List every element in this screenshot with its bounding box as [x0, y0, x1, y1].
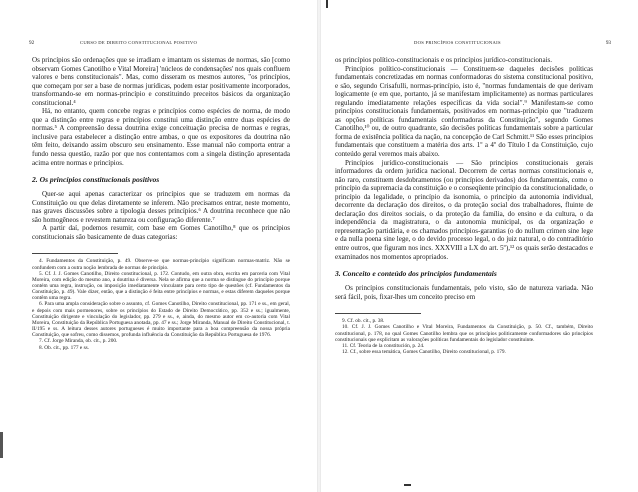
body-paragraph: os princípios político-constitucionais e os princípios jurídico-constitucionais. [335, 56, 553, 64]
footnote: 12. Cf., sobre essa temática, Gomes Canotilho, Direito constitucional, p. 179. [342, 349, 506, 355]
right-text-column [335, 56, 593, 355]
left-text-column [32, 56, 290, 351]
section-heading: 2. Os princípios constitucionais positivos [32, 175, 160, 185]
footnote-rule [32, 253, 118, 254]
footnote: 4. Fundamentos da Constituição, p. 49. Observe-se que normas-princípio significam normas-matriz. Não se confundem com a outra noção lembrada de normas de princípio. [32, 258, 290, 271]
footnote: 8. Ob. cit., pp. 177 e ss. [39, 344, 90, 351]
footnote: 7. Cf. Jorge Miranda, ob. cit., p. 200. [39, 338, 118, 345]
body-paragraph: Os princípios constitucionais fundamentais, pelo visto, são de natureza variada. Não será fácil, pois, fixar-lhes um conceito preciso em [335, 284, 593, 301]
footnote: 9. Cf. ob. cit., p. 38. [342, 318, 385, 325]
body-paragraph: Princípios político-constitucionais — Constituem-se daqueles decisões políticas fundamentais concretizadas em normas conformadoras do sistema constitucional positivo, e são, segundo Crisafulli, normas-princípio, isto é, "normas fundamentais de que derivam logicamente (e em que, portanto, já se manifestam implicitamente) as normas particulares regulando imediatamente relações específicas da vida social".⁹ Manifestam-se como princípios constitucionais fundamentais, positivados em normas-princípio que "traduzem as opções políticas fundamentais conformadoras da Constituição", segundo Gomes Canotilho,¹⁰ ou, de outro quadrante, são decisões políticas fundamentais sobre a particular forma de existência política da nação, na concepção de Carl Schmitt.¹¹ São esses princípios fundamentais que constituem a matéria dos arts. 1º a 4º do Título I da Constituição, cujo conteúdo geral veremos mais abaixo. [335, 64, 593, 159]
footnote: 11. Cf. Teoria de la constitución, p. 24. [342, 342, 425, 349]
body-paragraph: Os princípios são ordenações que se irradiam e imantam os sistemas de normas, são [como observam Gomes Canotilho e Vital Moreira] 'núcleos de condensações' nos quais confluem valores e bens constitucionais". Mas, como disseram os mesmos autores, "os princípios, que começam por ser a base de normas jurídicas, podem estar positivamente incorporados, transformando-se em normas-princípio e constituindo preceitos básicos da organização constitucional.⁴ [32, 56, 290, 107]
body-paragraph: A partir daí, podemos resumir, com base em Gomes Canotilho,⁸ que os princípios constitucionais são basicamente de duas categorias: [32, 224, 290, 241]
right-page [319, 0, 638, 492]
page-number: 92 [29, 40, 35, 46]
body-paragraph: Há, no entanto, quem concebe regras e princípios como espécies de norma, de modo que a distinção entre regras e princípios constitui uma distinção entre duas espécies de normas.⁵ A compreensão dessa doutrina exige conceituação precisa de normas e regras, inclusive para estabelecer a distinção entre ambas, o que os expositores da doutrina não têm feito, deixando assim obscuro seu ensinamento. Esse manual não comporta entrar a fundo nessa questão, razão por que nos contentamos com a singela distinção apresentada acima entre normas e princípios. [32, 107, 290, 167]
body-paragraph: Princípios jurídico-constitucionais — São princípios constitucionais gerais informadores da ordem jurídica nacional. Decorrem de certas normas constitucionais e, não raro, constituem desdobramentos (ou princípios derivados) dos fundamentais, como o princípio da supremacia da constituição e o conseqüente princípio da constitucionalidade, o princípio da legalidade, o princípio da isonomia, o princípio da autonomia individual, decorrente da declaração dos direitos, o da proteção social dos trabalhadores, fluinte de declaração dos direitos sociais, o da proteção da família, do ensino e da cultura, o da independência da magistratura, o da autonomia municipal, os da organização e representação partidária, e os chamados princípios-garantias (o do nullum crimen sine lege e da nulla poena sine lege, o do devido processo legal, o do juiz natural, o do contraditório entre outros, que figuram nos incs. XXXVIII a LX do art. 5º),¹² os quais serão destacados e examinados nos momentos apropriados. [335, 158, 593, 261]
body-paragraph: Quer-se aqui apenas caracterizar os princípios que se traduzem em normas da Constituição ou que delas diretamente se inferem. Não precisamos entrar, neste momento, nas graves discussões sobre a tipologia desses princípios.⁶ A doutrina reconhece que não são homogêneos e revestem natureza ou configuração diferente.⁷ [32, 190, 290, 224]
footnote: 6. Para uma ampla consideração sobre o assunto, cf. Gomes Canotilho, Direito constitucional, pp. 171 e ss., em geral, e depois com mais pormenores, sobre os princípios do Estado de Direito Democrático, pp. 352 e ss.; igualmente, Constituição dirigente e vinculação do legislador, pp. 279 e ss., e, ainda, do mesmo autor em co-autoria com Vital Moreira, Constituição da República Portuguesa anotada, pp. 47 e ss.; Jorge Miranda, Manual de Direito Constitucional, t. II/195 e ss. A leitura desses autores portugueses é muito importante para a boa compreensão da nossa própria Constituição, que sofreu, como dissemos, profunda influência da Constituição da República Portuguesa de 1976. [32, 301, 290, 339]
running-head: DOS PRINCÍPIOS CONSTITUCIONAIS [414, 40, 501, 45]
footnote: 10. Cf. J. J. Gomes Canotilho e Vital Moreira, Fundamentos da Constituição, p. 50. Cf., também, Direito constitucional, p. 178, no qual Gomes Canotilho lembra que os princípios politicamente conformadores são princípios constitucionais que explicitam as valorações políticas fundamentais do legislador constituinte. [335, 324, 593, 343]
footnote-rule [335, 313, 421, 314]
running-head: CURSO DE DIREITO CONSTITUCIONAL POSITIVO [80, 40, 198, 45]
page-number: 93 [605, 40, 611, 46]
footnote: 5. Cf. J. J. Gomes Canotilho, Direito constitucional, p. 172. Contudo, em outra obra, escrita em parceria com Vital Moreira, com edição do mesmo ano, a doutrina é diversa. Nela se afirma que a norma se distingue do princípio porque contém uma regra, instrução, ou imposição imediatamente vinculante para certo tipo de questões (cf. Fundamentos da Constituição, p. 49). Vale dizer, então, que a distinção é feita entre princípios e normas, e estas diferem daqueles porque contêm uma regra. [32, 270, 290, 302]
section-heading: 3. Conceito e conteúdo dos princípios fundamentais [335, 269, 497, 279]
